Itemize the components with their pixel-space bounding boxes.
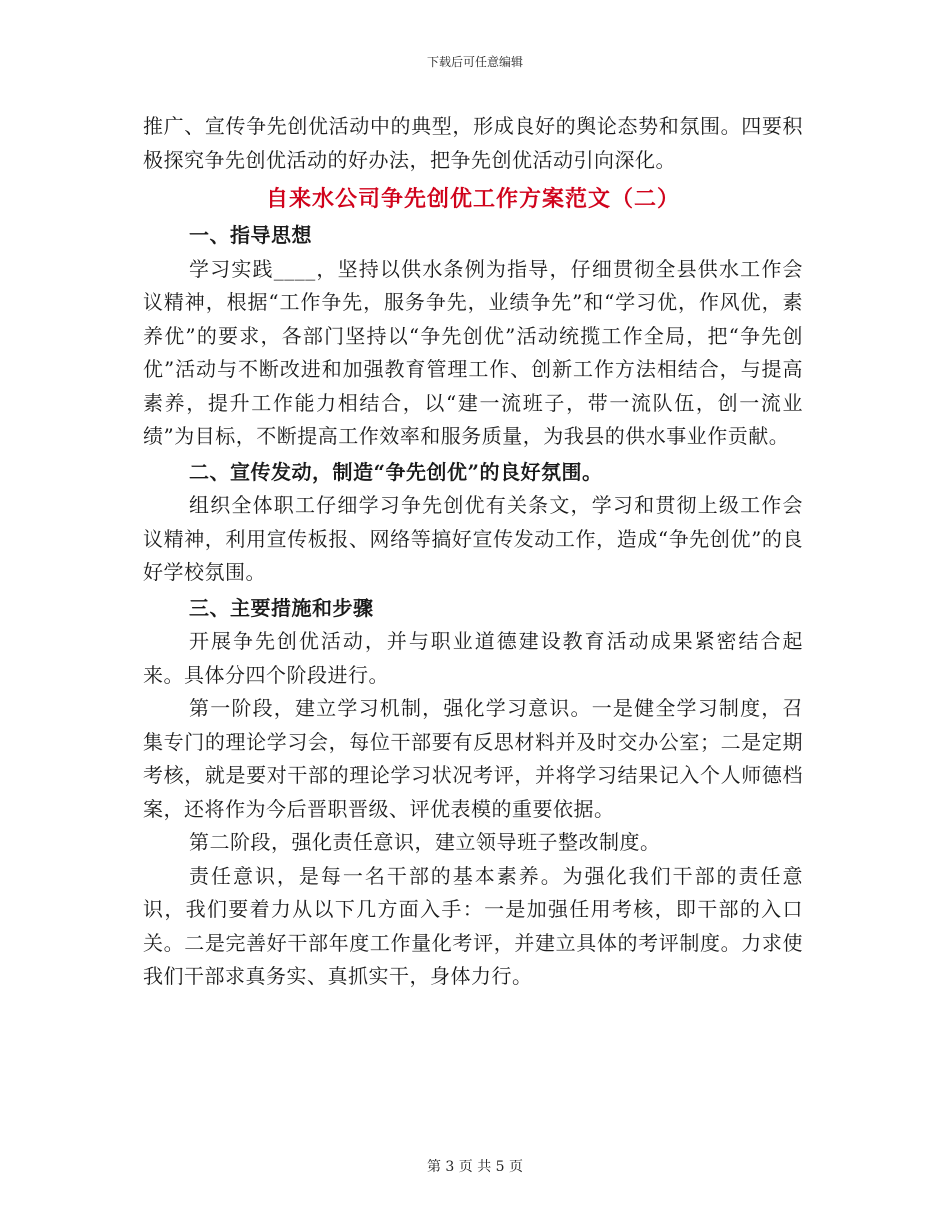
section-2-paragraph-1: 组织全体职工仔细学习争先创优有关条文，学习和贯彻上级工作会议精神，利用宣传板报、网络等搞好宣传发动工作，造成“争先创优”的良好学校氛围。 (143, 493, 803, 584)
document-body (143, 110, 803, 994)
page-header: 下载后可任意编辑 (426, 55, 523, 69)
section-1-paragraph-1: 学习实践____，坚持以供水条例为指导，仔细贯彻全县供水工作会议精神，根据“工作争先，服务争先，业绩争先”和“学习优，作风优，素养优”的要求，各部门坚持以“争先创优”活动统揽工作全局，把“争先创优”活动与不断改进和加强教育管理工作、创新工作方法相结合，与提高素养，提升工作能力相结合，以“建一流班子，带一流队伍，创一流业绩”为目标，不断提高工作效率和服务质量，为我县的供水事业作贡献。 (143, 256, 803, 448)
section-heading-2: 二、宣传发动，制造“争先创优”的良好氛围。 (189, 459, 603, 484)
section-3-paragraph-4: 责任意识，是每一名干部的基本素养。为强化我们干部的责任意识，我们要着力从以下几方面入手：一是加强任用考核，即干部的入口关。二是完善好干部年度工作量化考评，并建立具体的考评制度。力求使我们干部求真务实、真抓实干，身体力行。 (143, 863, 803, 988)
section-3-paragraph-3: 第二阶段，强化责任意识，建立领导班子整改制度。 (189, 830, 661, 854)
section-heading-3: 三、主要措施和步骤 (189, 595, 374, 620)
page-footer: 第 3 页 共 5 页 (426, 1159, 524, 1175)
section-3-paragraph-2: 第一阶段，建立学习机制，强化学习意识。一是健全学习制度，召集专门的理论学习会，每位干部要有反思材料并及时交办公室；二是定期考核，就是要对干部的理论学习状况考评，并将学习结果记入个人师德档案，还将作为今后晋职晋级、评优表模的重要依据。 (143, 696, 803, 821)
document-title: 自来水公司争先创优工作方案范文（二） (265, 186, 680, 212)
section-heading-1: 一、指导思想 (189, 223, 312, 247)
section-3-paragraph-1: 开展争先创优活动，并与职业道德建设教育活动成果紧密结合起来。具体分四个阶段进行。 (143, 629, 803, 687)
intro-paragraph: 推广、宣传争先创优活动中的典型，形成良好的舆论态势和氛围。四要积极探究争先创优活动的好办法，把争先创优活动引向深化。 (143, 114, 803, 172)
